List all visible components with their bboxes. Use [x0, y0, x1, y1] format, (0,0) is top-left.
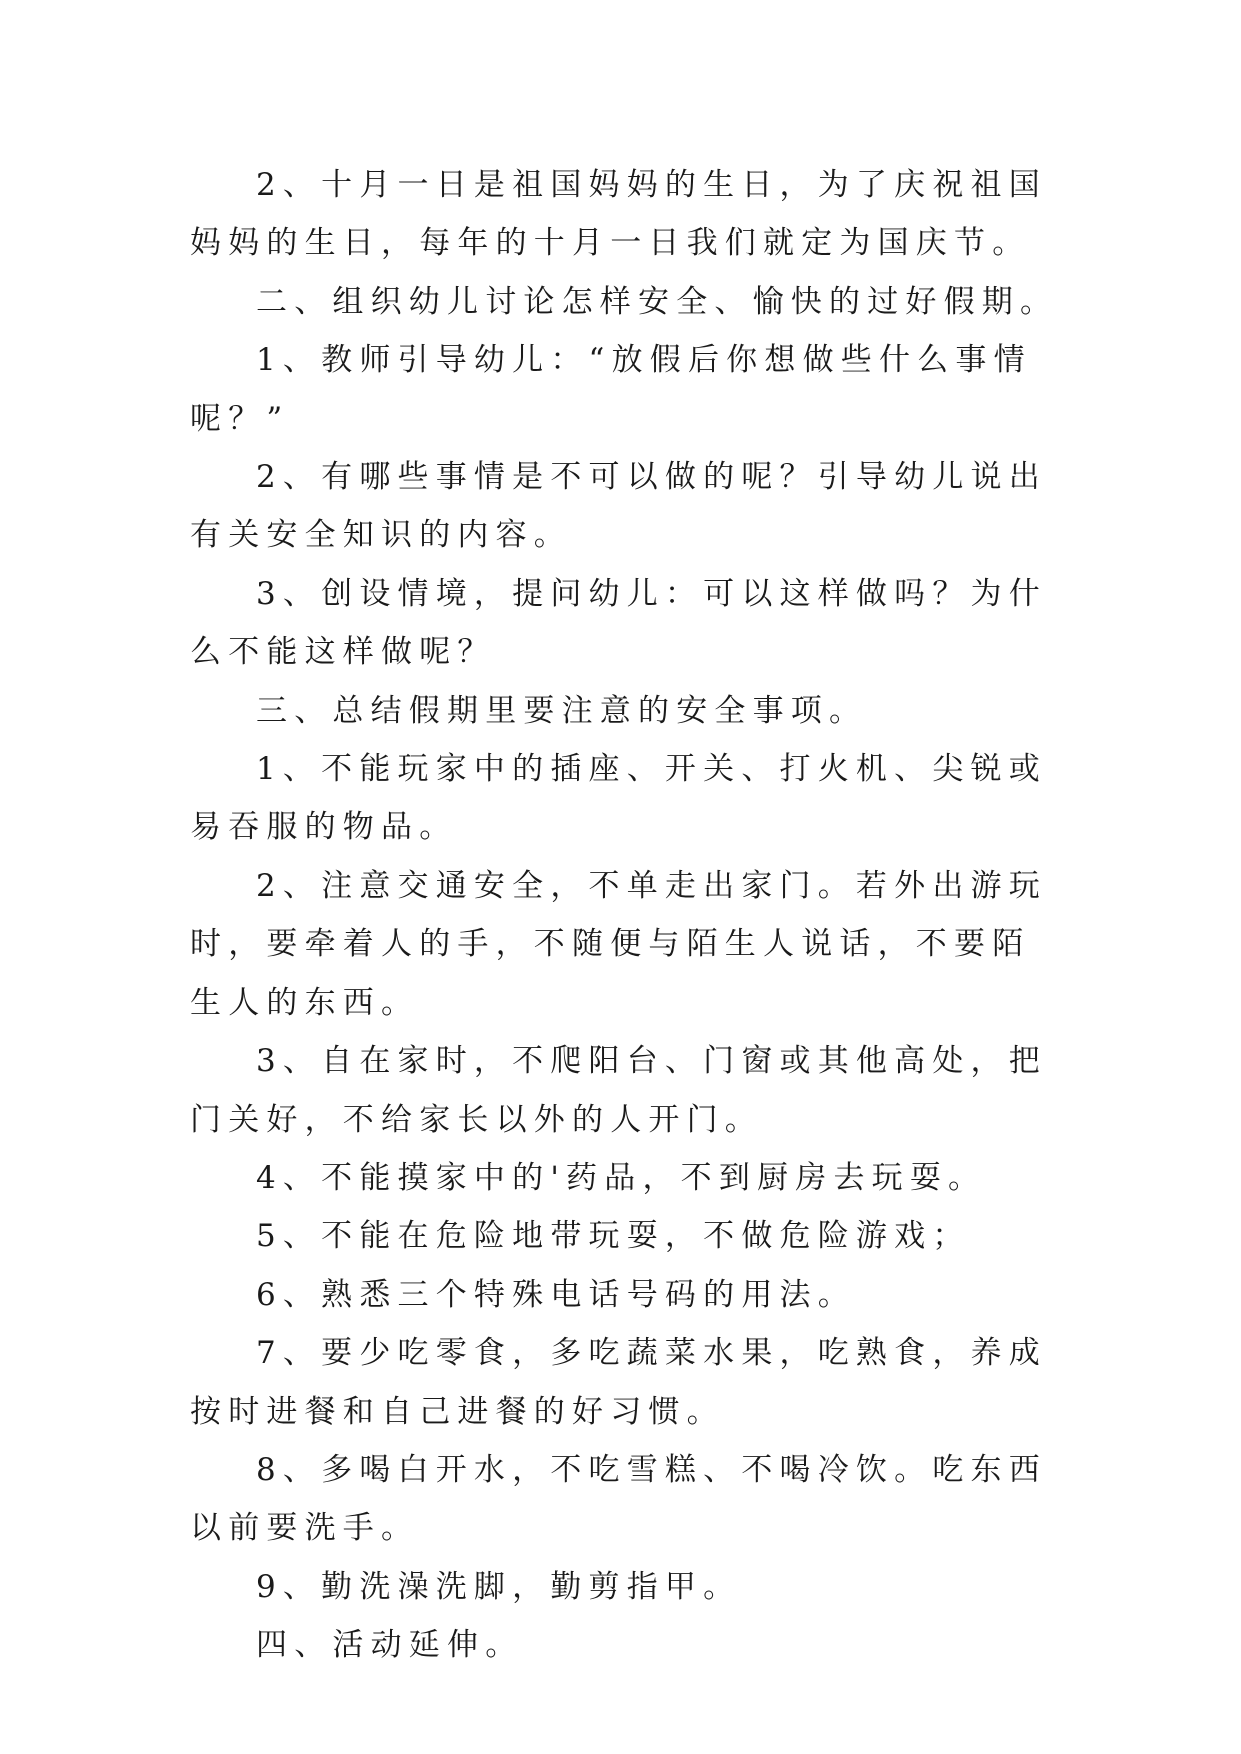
- section-heading: 四、活动延伸。: [256, 1627, 524, 1664]
- section-heading: 二、组织幼儿讨论怎样安全、愉快的过好假期。: [256, 283, 1059, 320]
- list-item: 6、熟悉三个特殊电话号码的用法。: [256, 1276, 856, 1313]
- list-item: 3、自在家时，不爬阳台、门窗或其他高处，把门关好，不给家长以外的人开门。: [190, 1043, 1047, 1138]
- paragraph: 2、有哪些事情是不可以做的呢？引导幼儿说出有关安全知识的内容。: [190, 459, 1047, 554]
- list-item: 5、不能在危险地带玩耍，不做危险游戏；: [256, 1218, 971, 1255]
- paragraph: 1、教师引导幼儿：“放假后你想做些什么事情呢？”: [190, 342, 1032, 437]
- list-item: 8、多喝白开水，不吃雪糕、不喝冷饮。吃东西以前要洗手。: [190, 1451, 1047, 1547]
- list-item: 1、不能玩家中的插座、开关、打火机、尖锐或易吞服的物品。: [190, 751, 1047, 846]
- list-item: 2、注意交通安全，不单走出家门。若外出游玩时，要牵着人的手，不随便与陌生人说话，不要陌生人的东西。: [190, 867, 1047, 1021]
- document-body: [190, 156, 1060, 1675]
- list-item: 9、勤洗澡洗脚，勤剪指甲。: [256, 1568, 742, 1605]
- paragraph: 3、创设情境，提问幼儿：可以这样做吗？为什么不能这样做呢？: [190, 575, 1047, 671]
- section-heading: 三、总结假期里要注意的安全事项。: [256, 692, 868, 729]
- paragraph: 2、十月一日是祖国妈妈的生日，为了庆祝祖国妈妈的生日，每年的十月一日我们就定为国庆节。: [190, 167, 1047, 262]
- list-item: 7、要少吃零食，多吃蔬菜水果，吃熟食，养成按时进餐和自己进餐的好习惯。: [190, 1335, 1047, 1430]
- list-item: 4、不能摸家中的'药品，不到厨房去玩耍。: [256, 1159, 987, 1196]
